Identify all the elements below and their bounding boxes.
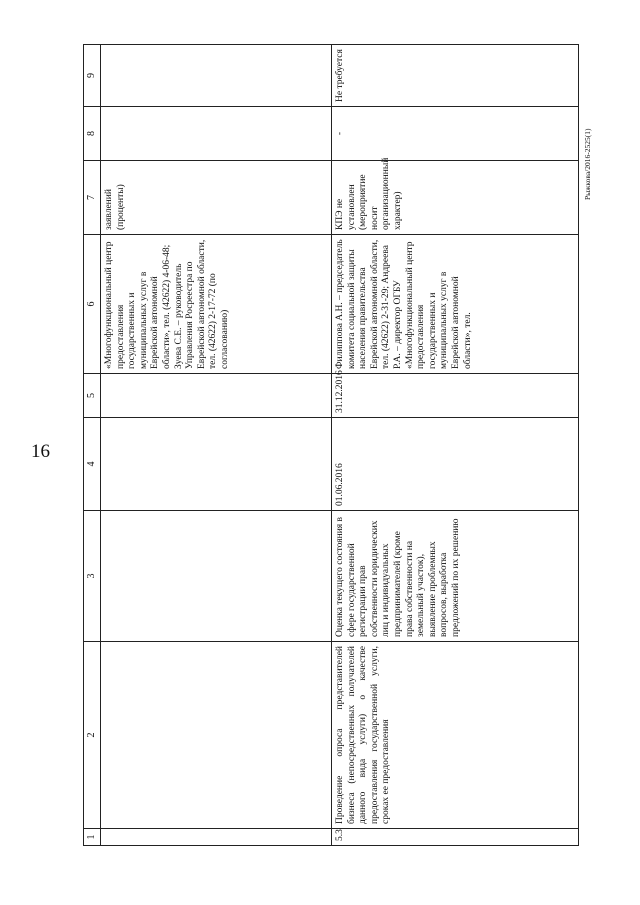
column-number-row <box>84 45 101 846</box>
cell-purpose <box>101 511 332 642</box>
cell-col9: Не требуется <box>332 45 579 107</box>
column-number: 3 <box>84 511 101 642</box>
table-row <box>101 45 332 846</box>
page-number: 16 <box>31 441 50 462</box>
cell-measure: Проведение опроса представителей бизнеса (непосредственных получателей данного вида услуги) о качестве предоставления государственной услуги, сроках ее предоставления <box>332 642 579 829</box>
column-number: 2 <box>84 642 101 829</box>
cell-end-date <box>101 374 332 418</box>
cell-start-date: 01.06.2016 <box>332 418 579 511</box>
cell-measure <box>101 642 332 829</box>
cell-col9 <box>101 45 332 107</box>
cell-number: 5.3 <box>332 829 579 846</box>
cell-start-date <box>101 418 332 511</box>
column-number: 1 <box>84 829 101 846</box>
cell-col8 <box>101 107 332 161</box>
column-number: 6 <box>84 235 101 374</box>
cell-col8: - <box>332 107 579 161</box>
cell-kpi: КПЭ не установлен (мероприятие носит организационный характер) <box>332 161 579 235</box>
table-row <box>332 45 579 846</box>
column-number: 4 <box>84 418 101 511</box>
registration-code: Рыжкова/2016-2525(1) <box>583 128 592 200</box>
column-number: 5 <box>84 374 101 418</box>
cell-responsible: Филиппова А.Н. – председатель комитета социальной защиты населения правительства Еврейской автономной области, тел. (42622) 2-31-29; Андреева Р.А. – директор ОГБУ «Многофункциональный центр предоставления государственных и муниципальных услуг в Еврейской автономной области», тел. <box>332 235 579 374</box>
cell-responsible: «Многофункциональный центр предоставления государственных и муниципальных услуг в Еврейской автономной области», тел. (42622) 4-06-48; Зуева С.Е. – руководитель Управления Росреестра по Еврейской автономной области, тел. (42622) 2-17-72 (по согласованию) <box>101 235 332 374</box>
cell-kpi: заявлений (проценты) <box>101 161 332 235</box>
column-number: 8 <box>84 107 101 161</box>
column-number: 9 <box>84 45 101 107</box>
cell-end-date: 31.12.2016 <box>332 374 579 418</box>
cell-number <box>101 829 332 846</box>
column-number: 7 <box>84 161 101 235</box>
cell-purpose: Оценка текущего состояния в сфере государственной регистрации прав собственности юридических лиц и индивидуальных предпринимателей (кроме права собственности на земельный участок), выявление проблемных вопросов, выработка предложений по их решению <box>332 511 579 642</box>
table-wrapper <box>83 45 579 846</box>
measures-table <box>83 44 579 846</box>
